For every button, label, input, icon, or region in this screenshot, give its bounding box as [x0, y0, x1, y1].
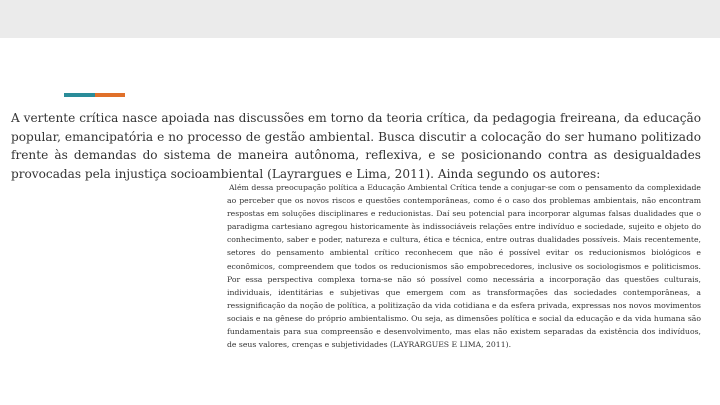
block-quote: Além dessa preocupação política a Educação Ambiental Crítica tende a conjugar-se com o pensamento da complexidade ao perceber que os novos riscos e questões contemporâneas, como é o caso dos problemas ambientais, não encontram respostas em soluções disciplinares e reducionistas. Daí seu potencial para incorporar algumas falsas dualidades que o paradigma cartesiano agregou historicamente às indissociáveis relações entre indivíduo e sociedade, sujeito e objeto do conhecimento, saber e poder, natureza e cultura, ética e técnica, entre outras dualidades possíveis. Mais recentemente, setores do pensamento ambiental crítico reconhecem que não é possível evitar os reducionismos biológicos e econômicos, compreendem que todos os reducionismos são empobrecedores, inclusive os sociologismos e politicismos. Por essa perspectiva complexa torna-se não só possível como necessária a incorporação das questões culturais, individuais, identitárias e subjetivas que emergem com as transformações das sociedades contemporâneas, a ressignificação da noção de política, a politização da vida cotidiana e da esfera privada, expressas nos novos movimentos sociais e na gênese do próprio ambientalismo. Ou seja, as dimensões política e social da educação e da vida humana são fundamentais para sua compreensão e desenvolvimento, mas elas não existem separadas da existência dos indivíduos, de seus valores, crenças e subjetividades (LAYRARGUES E LIMA, 2011). [227, 183, 701, 350]
accent-bar-teal [64, 93, 95, 97]
accent-bar-orange [95, 93, 125, 97]
body-paragraph: A vertente crítica nasce apoiada nas discussões em torno da teoria crítica, da pedagogia freireana, da educação popular, emancipatória e no processo de gestão ambiental. Busca discutir a colocação do ser humano politizado frente às demandas do sistema de maneira autônoma, reflexiva, e se posicionando contra as desigualdades provocadas pela injustiça socioambiental (Layrargues e Lima, 2011). Ainda segundo os autores: [11, 111, 701, 182]
header-band [0, 0, 720, 38]
